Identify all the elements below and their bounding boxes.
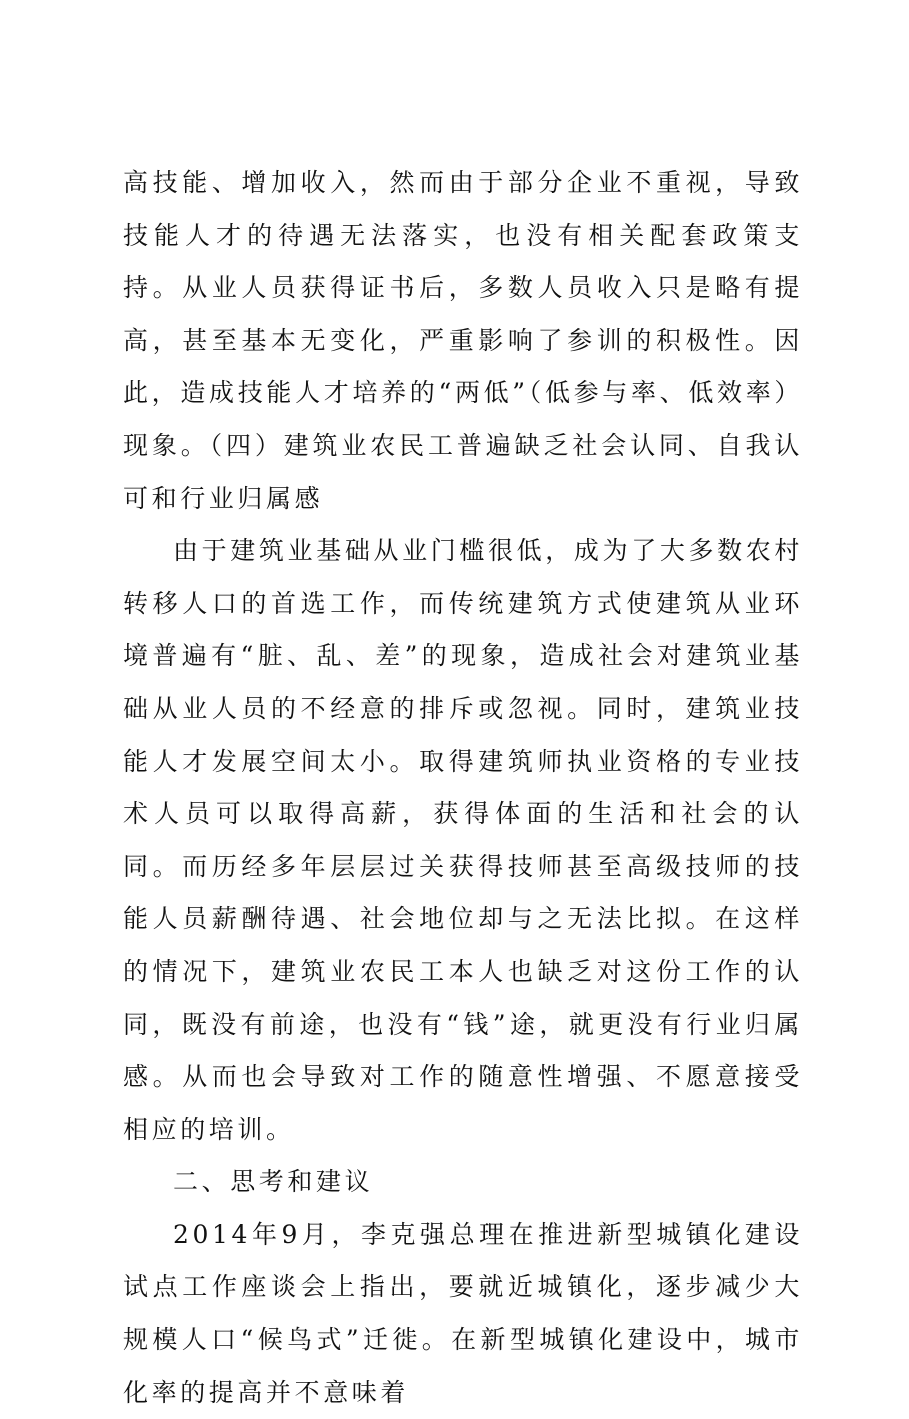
paragraph-urbanization: 2014年9月，李克强总理在推进新型城镇化建设试点工作座谈会上指出，要就近城镇化，逐步减少大规模人口“候鸟式”迁徙。在新型城镇化建设中，城市化率的提高并不意味着 [123,1219,803,1407]
paragraph-continuation: 高技能、增加收入，然而由于部分企业不重视，导致技能人才的待遇无法落实，也没有相关配套政策支持。从业人员获得证书后，多数人员收入只是略有提高，甚至基本无变化，严重影响了参训的积极性。因此，造成技能人才培养的“两低”（低参与率、低效率）现象。（四）建筑业农民工普遍缺乏社会认同、自我认可和行业归属感 [123,168,803,513]
section-heading-suggestions: 二、思考和建议 [173,1167,374,1197]
document-body [123,157,803,1419]
paragraph-social-recognition: 由于建筑业基础从业门槛很低，成为了大多数农村转移人口的首选工作，而传统建筑方式使建筑从业环境普遍有“脏、乱、差”的现象，造成社会对建筑业基础从业人员的不经意的排斥或忽视。同时，建筑业技能人才发展空间太小。取得建筑师执业资格的专业技术人员可以取得高薪，获得体面的生活和社会的认同。而历经多年层层过关获得技师甚至高级技师的技能人员薪酬待遇、社会地位却与之无法比拟。在这样的情况下，建筑业农民工本人也缺乏对这份工作的认同，既没有前途，也没有“钱”途，就更没有行业归属感。从而也会导致对工作的随意性增强、不愿意接受相应的培训。 [123,536,803,1144]
